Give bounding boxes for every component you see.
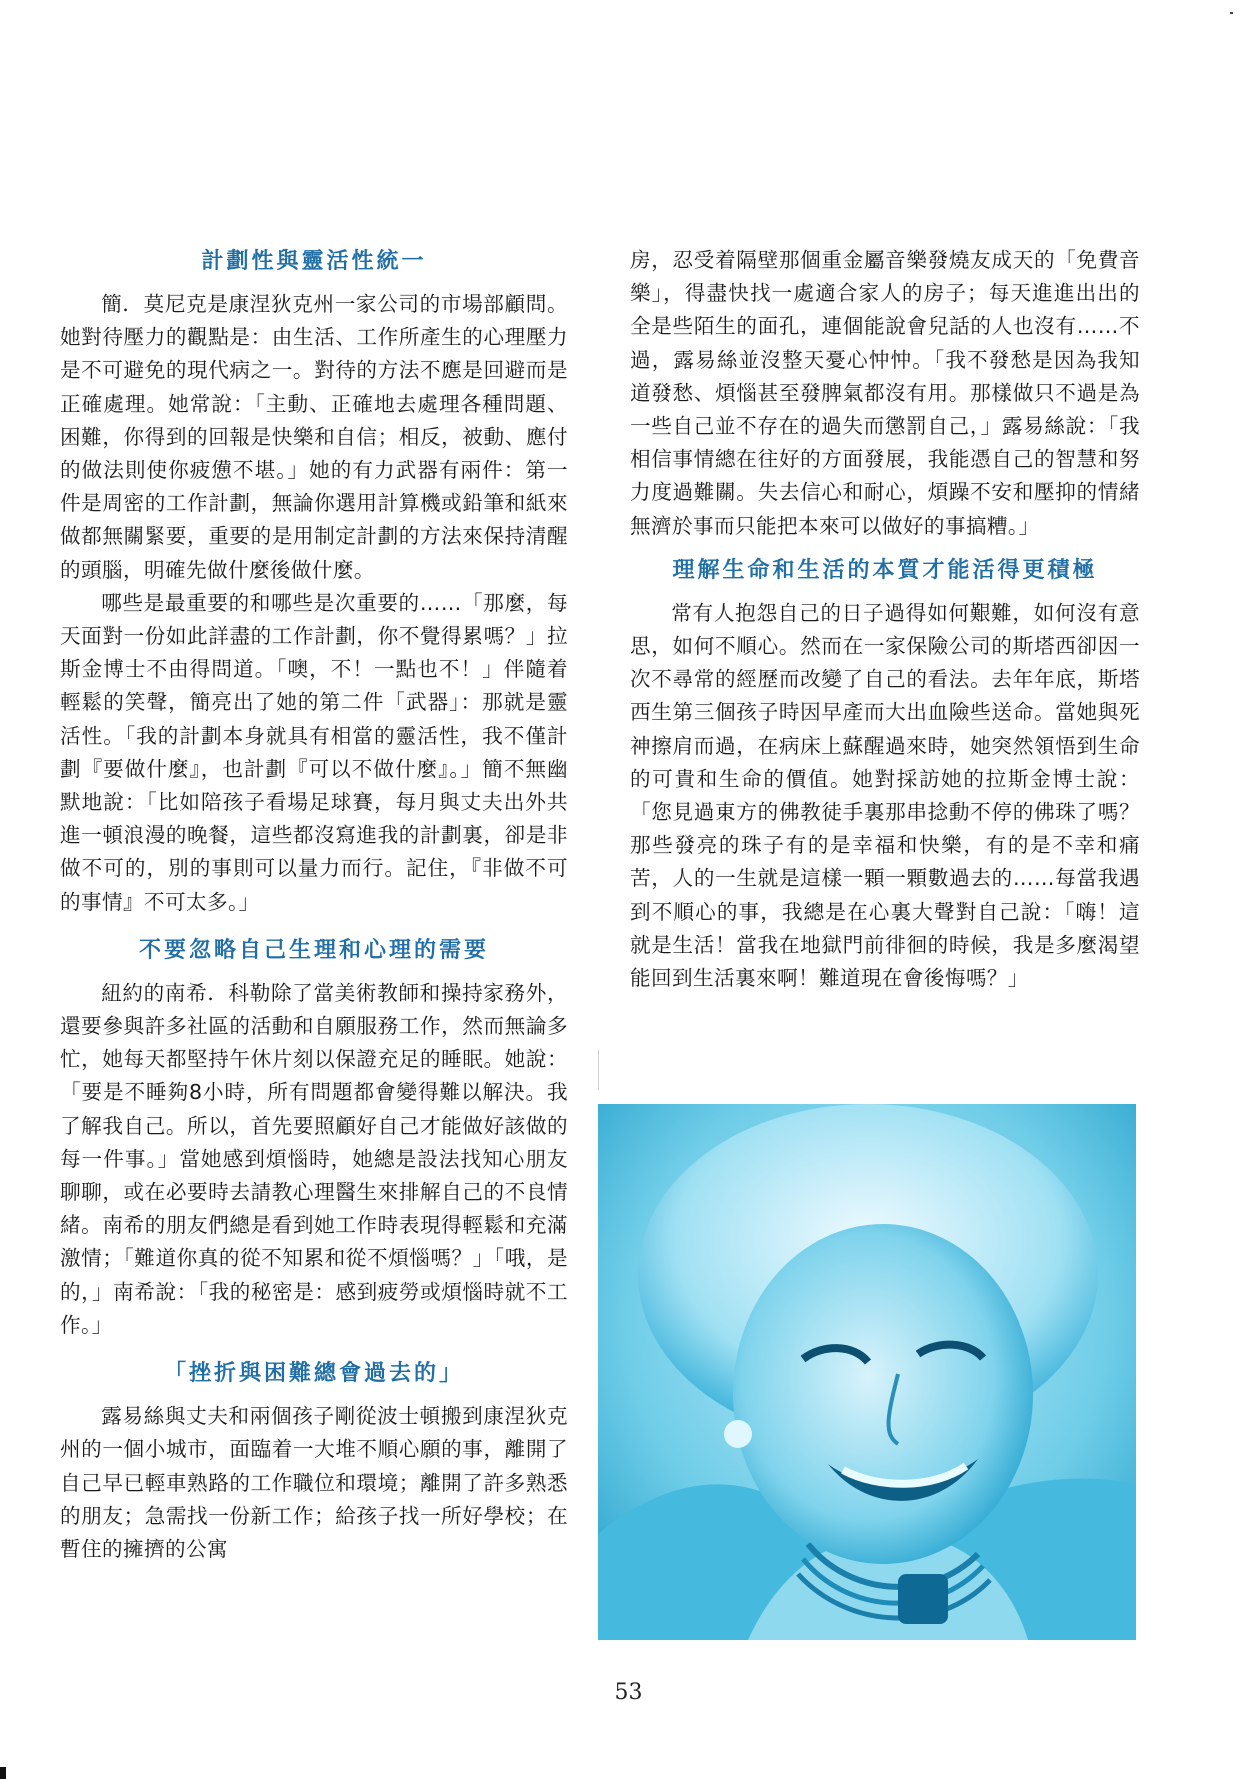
section-heading-life: 理解生命和生活的本質才能活得更積極	[672, 556, 1098, 583]
left-column	[60, 240, 568, 1566]
page-number: 53	[614, 1680, 643, 1705]
paragraph: 簡．莫尼克是康涅狄克州一家公司的市場部顧問。她對待壓力的觀點是：由生活、工作所產生的心理壓力是不可避免的現代病之一。對待的方法不應是回避而是正確處理。她常說：「主動、正確地去處理各種問題、困難，你得到的回報是快樂和自信；相反，被動、應付的做法則使你疲憊不堪。」她的有力武器有兩件：第一件是周密的工作計劃，無論你選用計算機或鉛筆和紙來做都無關緊要，重要的是用制定計劃的方法來保持清醒的頭腦，明確先做什麼後做什麼。	[60, 292, 568, 582]
section-heading-planning: 計劃性與靈活性統一	[201, 248, 427, 274]
section-heading-setbacks: 「挫折與困難總會過去的」	[163, 1360, 464, 1387]
scan-corner-mark	[0, 1767, 6, 1779]
portrait-photo-icon	[598, 1104, 1136, 1640]
scan-speck	[1230, 12, 1233, 14]
paragraph: 紐約的南希．科勒除了當美術教師和操持家務外，還要參與許多社區的活動和自願服務工作，然而無論多忙，她每天都堅持午休片刻以保證充足的睡眠。她說：「要是不睡夠8小時，所有問題都會變得難以解決。我了解我自己。所以，首先要照顧好自己才能做好該做的每一件事。」當她感到煩惱時，她總是設法找知心朋友聊聊，或在必要時去請教心理醫生來排解自己的不良情緒。南希的朋友們總是看到她工作時表現得輕鬆和充滿激情；「難道你真的從不知累和從不煩惱嗎？」「哦，是的，」南希說：「我的秘密是：感到疲勞或煩惱時就不工作。」	[60, 980, 568, 1337]
section-heading-needs: 不要忽略自己生理和心理的需要	[138, 936, 489, 963]
column-divider	[598, 1050, 599, 1090]
paragraph: 露易絲與丈夫和兩個孩子剛從波士頓搬到康涅狄克州的一個小城市，面臨着一大堆不順心願的事，離開了自己早已輕車熟路的工作職位和環境；離開了許多熟悉的朋友；急需找一份新工作；給孩子找一所好學校；在暫住的擁擠的公寓	[60, 1404, 568, 1561]
paragraph-continuation: 房，忍受着隔壁那個重金屬音樂發燒友成天的「免費音樂」，得盡快找一處適合家人的房子；每天進進出出的全是些陌生的面孔，連個能說會兒話的人也沒有……不過，露易絲並沒整天憂心忡忡。「我不發愁是因為我知道發愁、煩惱甚至發脾氣都沒有用。那樣做只不過是為一些自己並不存在的過失而懲罰自己，」露易絲說：「我相信事情總在往好的方面發展，我能憑自己的智慧和努力度過難關。失去信心和耐心，煩躁不安和壓抑的情緒無濟於事而只能把本來可以做好的事搞糟。」	[630, 248, 1140, 538]
paragraph: 哪些是最重要的和哪些是次重要的……「那麼，每天面對一份如此詳盡的工作計劃，你不覺得累嗎？」拉斯金博士不由得問道。「噢，不！一點也不！」伴隨着輕鬆的笑聲，簡亮出了她的第二件「武器」：那就是靈活性。「我的計劃本身就具有相當的靈活性，我不僅計劃『要做什麼』，也計劃『可以不做什麼』。」簡不無幽默地說：「比如陪孩子看場足球賽，每月與丈夫出外共進一頓浪漫的晚餐，這些都沒寫進我的計劃裏，卻是非做不可的，別的事則可以量力而行。記住，『非做不可的事情』不可太多。」	[60, 590, 568, 914]
paragraph: 常有人抱怨自己的日子過得如何艱難，如何沒有意思，如何不順心。然而在一家保險公司的斯塔西卻因一次不尋常的經歷而改變了自己的看法。去年年底，斯塔西生第三個孩子時因早產而大出血險些送命。當她與死神擦肩而過，在病床上蘇醒過來時，她突然領悟到生命的可貴和生命的價值。她對採訪她的拉斯金博士說：「您見過東方的佛教徒手裏那串捻動不停的佛珠了嗎？那些發亮的珠子有的是幸福和快樂，有的是不幸和痛苦，人的一生就是這樣一顆一顆數過去的……每當我遇到不順心的事，我總是在心裏大聲對自己說：「嗨！這就是生活！當我在地獄門前徘徊的時候，我是多麼渴望能回到生活裏來啊！難道現在會後悔嗎？」	[630, 600, 1140, 991]
portrait-photo	[598, 1104, 1136, 1640]
right-column	[630, 244, 1140, 995]
